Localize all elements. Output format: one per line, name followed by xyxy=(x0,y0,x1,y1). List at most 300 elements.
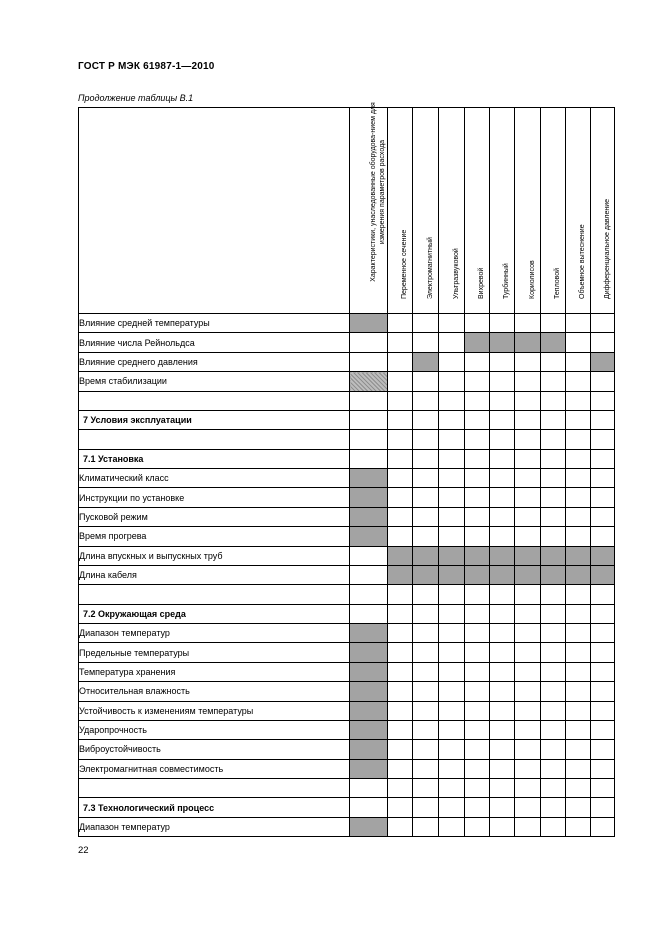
table-row xyxy=(79,817,615,836)
applicable-cell xyxy=(388,546,413,565)
empty-cell xyxy=(465,604,490,623)
empty-cell xyxy=(490,352,515,371)
empty-cell xyxy=(439,352,465,371)
empty-cell xyxy=(465,701,490,720)
empty-cell xyxy=(515,701,541,720)
empty-cell xyxy=(388,527,413,546)
section-row xyxy=(79,798,615,817)
row-label: Пусковой режим xyxy=(79,507,350,526)
row-label: Время прогрева xyxy=(79,527,350,546)
empty-cell xyxy=(541,352,566,371)
empty-cell xyxy=(541,720,566,739)
page-number: 22 xyxy=(78,845,89,856)
empty-cell xyxy=(350,352,388,371)
empty-cell xyxy=(515,720,541,739)
empty-cell xyxy=(591,314,615,333)
empty-cell xyxy=(490,662,515,681)
empty-cell xyxy=(566,507,591,526)
empty-cell xyxy=(490,701,515,720)
applicable-cell xyxy=(465,565,490,584)
empty-cell xyxy=(591,449,615,468)
empty-cell xyxy=(515,372,541,391)
empty-cell xyxy=(439,682,465,701)
empty-cell xyxy=(413,391,439,410)
empty-cell xyxy=(541,410,566,429)
blank-row xyxy=(79,585,615,604)
empty-cell xyxy=(541,701,566,720)
empty-cell xyxy=(566,662,591,681)
empty-cell xyxy=(388,682,413,701)
empty-cell xyxy=(566,391,591,410)
empty-cell xyxy=(388,507,413,526)
empty-cell xyxy=(465,352,490,371)
row-label: Длина кабеля xyxy=(79,565,350,584)
empty-cell xyxy=(591,662,615,681)
row-label: Инструкции по установке xyxy=(79,488,350,507)
empty-cell xyxy=(490,817,515,836)
applicable-cell xyxy=(350,469,388,488)
empty-cell xyxy=(490,507,515,526)
applicable-cell xyxy=(541,333,566,352)
empty-cell xyxy=(566,624,591,643)
row-label xyxy=(79,779,350,798)
empty-cell xyxy=(591,585,615,604)
empty-cell xyxy=(541,604,566,623)
col-header-thermal: Тепловой xyxy=(541,108,566,314)
empty-cell xyxy=(541,527,566,546)
empty-cell xyxy=(566,585,591,604)
row-label: Относительная влажность xyxy=(79,682,350,701)
empty-cell xyxy=(465,469,490,488)
row-label: 7 Условия эксплуатации xyxy=(79,410,350,429)
table-row xyxy=(79,488,615,507)
empty-cell xyxy=(490,720,515,739)
empty-cell xyxy=(413,527,439,546)
section-row xyxy=(79,449,615,468)
empty-cell xyxy=(515,449,541,468)
empty-cell xyxy=(439,585,465,604)
empty-cell xyxy=(439,817,465,836)
empty-cell xyxy=(439,410,465,429)
empty-cell xyxy=(413,682,439,701)
col-header-vortex: Вихревой xyxy=(465,108,490,314)
empty-cell xyxy=(591,643,615,662)
empty-cell xyxy=(388,391,413,410)
table-row xyxy=(79,546,615,565)
empty-cell xyxy=(591,779,615,798)
empty-cell xyxy=(439,604,465,623)
empty-cell xyxy=(465,314,490,333)
col-header-ultrasonic: Ультразвуковой xyxy=(439,108,465,314)
empty-cell xyxy=(388,624,413,643)
empty-cell xyxy=(350,333,388,352)
empty-cell xyxy=(541,798,566,817)
empty-cell xyxy=(388,488,413,507)
empty-cell xyxy=(591,682,615,701)
row-label: Влияние средней температуры xyxy=(79,314,350,333)
empty-cell xyxy=(388,314,413,333)
empty-cell xyxy=(465,488,490,507)
empty-cell xyxy=(591,469,615,488)
empty-cell xyxy=(490,410,515,429)
empty-cell xyxy=(490,488,515,507)
empty-cell xyxy=(490,779,515,798)
empty-cell xyxy=(566,759,591,778)
empty-cell xyxy=(490,643,515,662)
row-label: 7.2 Окружающая среда xyxy=(79,604,350,623)
table-row xyxy=(79,565,615,584)
table-row xyxy=(79,759,615,778)
table-row xyxy=(79,720,615,739)
empty-cell xyxy=(541,624,566,643)
empty-cell xyxy=(465,391,490,410)
empty-cell xyxy=(465,410,490,429)
applicable-cell xyxy=(350,740,388,759)
empty-cell xyxy=(566,430,591,449)
applicable-cell xyxy=(490,565,515,584)
empty-cell xyxy=(490,740,515,759)
row-label: Время стабилизации xyxy=(79,372,350,391)
empty-cell xyxy=(541,391,566,410)
empty-cell xyxy=(465,662,490,681)
table-row xyxy=(79,740,615,759)
empty-cell xyxy=(515,314,541,333)
empty-cell xyxy=(541,779,566,798)
empty-cell xyxy=(541,585,566,604)
empty-cell xyxy=(350,798,388,817)
empty-cell xyxy=(490,430,515,449)
empty-cell xyxy=(566,352,591,371)
empty-cell xyxy=(515,488,541,507)
empty-cell xyxy=(591,759,615,778)
col-header-electromagnetic: Электромагнитный xyxy=(413,108,439,314)
empty-cell xyxy=(465,585,490,604)
empty-cell xyxy=(566,527,591,546)
empty-cell xyxy=(465,740,490,759)
empty-cell xyxy=(439,662,465,681)
empty-cell xyxy=(439,527,465,546)
section-row xyxy=(79,410,615,429)
empty-cell xyxy=(439,624,465,643)
applicable-cell xyxy=(541,546,566,565)
empty-cell xyxy=(413,469,439,488)
empty-cell xyxy=(591,701,615,720)
empty-cell xyxy=(439,643,465,662)
empty-cell xyxy=(591,604,615,623)
empty-cell xyxy=(515,798,541,817)
empty-cell xyxy=(566,372,591,391)
row-label: Диапазон температур xyxy=(79,624,350,643)
applicable-cell xyxy=(591,546,615,565)
empty-cell xyxy=(413,779,439,798)
row-label: Температура хранения xyxy=(79,662,350,681)
empty-cell xyxy=(350,410,388,429)
empty-cell xyxy=(413,449,439,468)
empty-cell xyxy=(515,817,541,836)
empty-cell xyxy=(515,604,541,623)
applicable-cell xyxy=(591,352,615,371)
table-row xyxy=(79,701,615,720)
empty-cell xyxy=(413,333,439,352)
applicable-cell xyxy=(350,624,388,643)
applicable-cell xyxy=(350,643,388,662)
empty-cell xyxy=(515,662,541,681)
empty-cell xyxy=(591,488,615,507)
empty-cell xyxy=(465,720,490,739)
empty-cell xyxy=(465,817,490,836)
empty-cell xyxy=(388,469,413,488)
empty-cell xyxy=(413,488,439,507)
empty-cell xyxy=(388,817,413,836)
empty-cell xyxy=(566,720,591,739)
applicable-cell xyxy=(413,546,439,565)
applicable-cell xyxy=(515,565,541,584)
table-row xyxy=(79,352,615,371)
empty-cell xyxy=(388,779,413,798)
applicable-cell xyxy=(350,662,388,681)
empty-cell xyxy=(439,798,465,817)
empty-cell xyxy=(413,817,439,836)
col-header-variable-area: Переменное сечение xyxy=(388,108,413,314)
applicable-cell xyxy=(350,682,388,701)
table-row xyxy=(79,469,615,488)
empty-cell xyxy=(566,469,591,488)
empty-cell xyxy=(350,546,388,565)
blank-row xyxy=(79,430,615,449)
empty-cell xyxy=(515,469,541,488)
empty-cell xyxy=(515,779,541,798)
empty-cell xyxy=(591,720,615,739)
empty-cell xyxy=(515,682,541,701)
applicable-cell xyxy=(350,817,388,836)
empty-cell xyxy=(541,759,566,778)
applicable-cell xyxy=(515,546,541,565)
empty-cell xyxy=(490,604,515,623)
row-label: Климатический класс xyxy=(79,469,350,488)
empty-cell xyxy=(388,333,413,352)
table-row xyxy=(79,333,615,352)
empty-cell xyxy=(439,759,465,778)
empty-cell xyxy=(591,817,615,836)
empty-cell xyxy=(566,817,591,836)
empty-cell xyxy=(388,759,413,778)
table-row xyxy=(79,624,615,643)
empty-cell xyxy=(439,507,465,526)
empty-cell xyxy=(350,430,388,449)
empty-cell xyxy=(350,779,388,798)
document-title: ГОСТ Р МЭК 61987-1—2010 xyxy=(78,61,215,72)
applicable-cell xyxy=(413,352,439,371)
empty-cell xyxy=(388,740,413,759)
col-header-turbine: Турбинный xyxy=(490,108,515,314)
applicable-cell xyxy=(490,546,515,565)
empty-cell xyxy=(515,391,541,410)
empty-cell xyxy=(413,372,439,391)
empty-cell xyxy=(439,701,465,720)
empty-cell xyxy=(591,624,615,643)
empty-cell xyxy=(490,449,515,468)
applicable-cell xyxy=(350,527,388,546)
empty-cell xyxy=(413,759,439,778)
empty-cell xyxy=(465,624,490,643)
empty-cell xyxy=(566,779,591,798)
row-label xyxy=(79,585,350,604)
applicable-cell xyxy=(388,565,413,584)
empty-cell xyxy=(515,759,541,778)
applicable-cell xyxy=(541,565,566,584)
applicable-cell xyxy=(465,333,490,352)
blank-row xyxy=(79,779,615,798)
empty-cell xyxy=(439,391,465,410)
empty-cell xyxy=(515,527,541,546)
table-row xyxy=(79,314,615,333)
empty-cell xyxy=(566,314,591,333)
empty-cell xyxy=(439,740,465,759)
empty-cell xyxy=(566,604,591,623)
row-label: 7.1 Установка xyxy=(79,449,350,468)
table-row xyxy=(79,643,615,662)
table-row xyxy=(79,507,615,526)
row-label: Электромагнитная совместимость xyxy=(79,759,350,778)
empty-cell xyxy=(388,604,413,623)
empty-cell xyxy=(591,430,615,449)
empty-cell xyxy=(566,682,591,701)
empty-cell xyxy=(591,391,615,410)
applicable-cell xyxy=(350,507,388,526)
empty-cell xyxy=(388,662,413,681)
row-label: Влияние среднего давления xyxy=(79,352,350,371)
empty-cell xyxy=(490,682,515,701)
row-label xyxy=(79,391,350,410)
applicable-cell xyxy=(490,333,515,352)
empty-cell xyxy=(515,624,541,643)
empty-cell xyxy=(566,333,591,352)
row-label: Влияние числа Рейнольдса xyxy=(79,333,350,352)
empty-cell xyxy=(566,488,591,507)
empty-cell xyxy=(541,449,566,468)
empty-cell xyxy=(591,410,615,429)
row-label: Длина впускных и выпускных труб xyxy=(79,546,350,565)
header-row xyxy=(79,108,615,314)
empty-cell xyxy=(350,565,388,584)
empty-cell xyxy=(465,527,490,546)
applicable-cell xyxy=(515,333,541,352)
empty-cell xyxy=(541,469,566,488)
empty-cell xyxy=(465,643,490,662)
empty-cell xyxy=(388,798,413,817)
empty-cell xyxy=(515,410,541,429)
empty-cell xyxy=(566,410,591,429)
empty-cell xyxy=(515,585,541,604)
empty-cell xyxy=(413,604,439,623)
table-caption: Продолжение таблицы B.1 xyxy=(78,93,194,103)
empty-cell xyxy=(566,701,591,720)
empty-cell xyxy=(490,585,515,604)
empty-cell xyxy=(413,643,439,662)
table-row xyxy=(79,527,615,546)
empty-cell xyxy=(490,314,515,333)
empty-cell xyxy=(465,449,490,468)
row-label: Устойчивость к изменениям температуры xyxy=(79,701,350,720)
empty-cell xyxy=(541,507,566,526)
empty-cell xyxy=(465,798,490,817)
table-row xyxy=(79,372,615,391)
empty-cell xyxy=(591,507,615,526)
empty-cell xyxy=(388,720,413,739)
empty-cell xyxy=(439,449,465,468)
empty-cell xyxy=(413,430,439,449)
empty-cell xyxy=(591,740,615,759)
empty-cell xyxy=(388,449,413,468)
section-row xyxy=(79,604,615,623)
col-header-positive-displacement: Объемное вытеснение xyxy=(566,108,591,314)
empty-cell xyxy=(439,430,465,449)
empty-cell xyxy=(541,662,566,681)
empty-cell xyxy=(541,314,566,333)
empty-cell xyxy=(388,643,413,662)
col-header-inherited: Характеристики, унаследованные оборудова-нием для измерения параметров расхода xyxy=(350,108,388,314)
empty-cell xyxy=(413,624,439,643)
empty-cell xyxy=(413,662,439,681)
empty-cell xyxy=(439,372,465,391)
empty-cell xyxy=(515,643,541,662)
empty-cell xyxy=(350,585,388,604)
empty-cell xyxy=(515,507,541,526)
empty-cell xyxy=(465,430,490,449)
col-header-differential-pressure: Дифференциальное давление xyxy=(591,108,615,314)
empty-cell xyxy=(541,682,566,701)
empty-cell xyxy=(490,469,515,488)
empty-cell xyxy=(465,759,490,778)
empty-cell xyxy=(413,720,439,739)
empty-cell xyxy=(413,798,439,817)
empty-cell xyxy=(490,527,515,546)
empty-cell xyxy=(388,701,413,720)
empty-cell xyxy=(465,682,490,701)
applicable-cell xyxy=(566,565,591,584)
col-header-coriolis: Кориолисов xyxy=(515,108,541,314)
empty-cell xyxy=(490,624,515,643)
characteristics-table xyxy=(78,102,615,837)
empty-cell xyxy=(350,449,388,468)
empty-cell xyxy=(515,740,541,759)
applicable-cell xyxy=(439,546,465,565)
row-label: 7.3 Технологический процесс xyxy=(79,798,350,817)
empty-cell xyxy=(490,798,515,817)
empty-cell xyxy=(490,759,515,778)
applicable-cell xyxy=(566,546,591,565)
empty-cell xyxy=(541,430,566,449)
row-label: Предельные температуры xyxy=(79,643,350,662)
empty-cell xyxy=(413,507,439,526)
applicable-cell xyxy=(350,314,388,333)
empty-cell xyxy=(413,585,439,604)
empty-cell xyxy=(388,430,413,449)
empty-cell xyxy=(566,643,591,662)
empty-cell xyxy=(515,430,541,449)
applicable-cell xyxy=(439,565,465,584)
empty-cell xyxy=(541,372,566,391)
empty-cell xyxy=(413,701,439,720)
blank-row xyxy=(79,391,615,410)
empty-cell xyxy=(413,314,439,333)
applicable-cell xyxy=(350,701,388,720)
row-label: Виброустойчивость xyxy=(79,740,350,759)
row-label: Ударопрочность xyxy=(79,720,350,739)
empty-cell xyxy=(413,410,439,429)
empty-cell xyxy=(591,333,615,352)
table-body xyxy=(79,314,615,837)
